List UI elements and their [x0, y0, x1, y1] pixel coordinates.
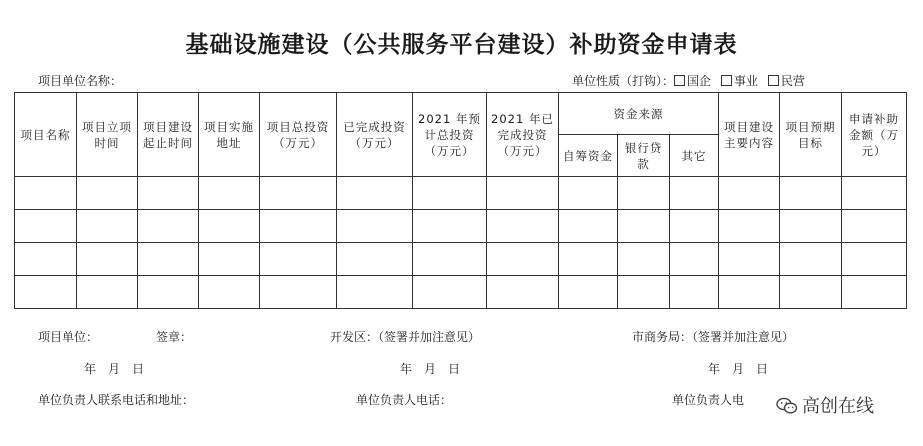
header-bank-loan: 银行贷款: [618, 135, 670, 177]
table-cell[interactable]: [138, 243, 199, 276]
table-cell[interactable]: [199, 177, 260, 210]
footer-phone-right: 单位负责人电: [672, 393, 745, 407]
table-cell[interactable]: [719, 210, 780, 243]
footer-date-left: 年 月 日: [84, 362, 145, 376]
footer-seal: 签章：: [156, 330, 193, 344]
option-private: 民营: [781, 74, 806, 88]
table-cell[interactable]: [780, 210, 842, 243]
table-cell[interactable]: [260, 276, 337, 309]
application-table: [14, 92, 907, 309]
table-cell[interactable]: [260, 243, 337, 276]
table-cell[interactable]: [670, 276, 719, 309]
table-cell[interactable]: [670, 210, 719, 243]
watermark-text: 高创在线: [802, 396, 874, 417]
table-cell[interactable]: [559, 210, 618, 243]
unit-nature: [572, 72, 805, 89]
header-completed-investment: 已完成投资（万元）: [337, 93, 413, 177]
table-cell[interactable]: [15, 243, 77, 276]
table-cell[interactable]: [199, 210, 260, 243]
table-cell[interactable]: [138, 210, 199, 243]
table-cell[interactable]: [15, 276, 77, 309]
header-main-content: 项目建设主要内容: [719, 93, 780, 177]
table-cell[interactable]: [487, 243, 559, 276]
table-cell[interactable]: [842, 243, 907, 276]
table-cell[interactable]: [780, 276, 842, 309]
header-subsidy-amount: 申请补助金额（万元）: [842, 93, 907, 177]
table-cell[interactable]: [77, 276, 138, 309]
table-cell[interactable]: [15, 210, 77, 243]
header-construction-period: 项目建设起止时间: [138, 93, 199, 177]
table-cell[interactable]: [413, 177, 487, 210]
header-approval-time: 项目立项时间: [77, 93, 138, 177]
table-cell[interactable]: [842, 177, 907, 210]
table-cell[interactable]: [670, 177, 719, 210]
unit-nature-label: 单位性质（打钩）：: [572, 74, 675, 88]
table-cell[interactable]: [487, 177, 559, 210]
footer-phone-mid: 单位负责人电话：: [356, 393, 453, 407]
header-fund-source: 资金来源: [559, 93, 719, 135]
table-row: [15, 276, 907, 309]
table-row: [15, 210, 907, 243]
header-2021-planned-investment: 2021 年预计总投资（万元）: [413, 93, 487, 177]
footer-commerce-bureau: 市商务局：（签署并加注意见）: [632, 330, 795, 344]
checkbox-private[interactable]: [768, 75, 779, 86]
footer-date-right: 年 月 日: [708, 362, 769, 376]
table-cell[interactable]: [138, 276, 199, 309]
footer-dev-zone: 开发区：（签署并加注意见）: [330, 330, 481, 344]
table-cell[interactable]: [199, 276, 260, 309]
table-cell[interactable]: [260, 210, 337, 243]
table-cell[interactable]: [77, 177, 138, 210]
table-cell[interactable]: [413, 276, 487, 309]
unit-name-label: 项目单位名称：: [38, 74, 123, 88]
table-cell[interactable]: [15, 177, 77, 210]
header-self-raised: 自筹资金: [559, 135, 618, 177]
table-cell[interactable]: [618, 210, 670, 243]
table-cell[interactable]: [618, 177, 670, 210]
table-cell[interactable]: [719, 276, 780, 309]
table-cell[interactable]: [559, 276, 618, 309]
table-cell[interactable]: [559, 177, 618, 210]
table-cell[interactable]: [780, 243, 842, 276]
table-cell[interactable]: [413, 210, 487, 243]
table-cell[interactable]: [487, 276, 559, 309]
watermark: [772, 390, 878, 420]
table-row: [15, 243, 907, 276]
table-cell[interactable]: [77, 243, 138, 276]
table-cell[interactable]: [337, 210, 413, 243]
table-cell[interactable]: [842, 276, 907, 309]
table-row: [15, 177, 907, 210]
table-cell[interactable]: [138, 177, 199, 210]
footer-project-unit: 项目单位：: [38, 330, 99, 344]
table-cell[interactable]: [618, 243, 670, 276]
header-project-name: 项目名称: [15, 93, 77, 177]
table-cell[interactable]: [618, 276, 670, 309]
header-2021-completed-investment: 2021 年已完成投资（万元）: [487, 93, 559, 177]
table-cell[interactable]: [337, 276, 413, 309]
wechat-icon: [776, 397, 798, 415]
footer-date-mid: 年 月 日: [400, 362, 461, 376]
table-cell[interactable]: [77, 210, 138, 243]
table-cell[interactable]: [199, 243, 260, 276]
table-cell[interactable]: [487, 210, 559, 243]
footer-contact-address: 单位负责人联系电话和地址：: [38, 393, 195, 407]
table-cell[interactable]: [413, 243, 487, 276]
table-cell[interactable]: [260, 177, 337, 210]
table-cell[interactable]: [719, 177, 780, 210]
table-cell[interactable]: [842, 210, 907, 243]
form-title: 基础设施建设（公共服务平台建设）补助资金申请表: [185, 31, 738, 58]
checkbox-public-institution[interactable]: [721, 75, 732, 86]
option-state-owned: 国企: [687, 74, 712, 88]
header-other: 其它: [670, 135, 719, 177]
header-total-investment: 项目总投资（万元）: [260, 93, 337, 177]
table-cell[interactable]: [337, 177, 413, 210]
table-cell[interactable]: [559, 243, 618, 276]
header-expected-goal: 项目预期目标: [780, 93, 842, 177]
checkbox-state-owned[interactable]: [674, 75, 685, 86]
table-cell[interactable]: [719, 243, 780, 276]
header-address: 项目实施地址: [199, 93, 260, 177]
table-cell[interactable]: [337, 243, 413, 276]
table-cell[interactable]: [780, 177, 842, 210]
table-cell[interactable]: [670, 243, 719, 276]
option-public-institution: 事业: [734, 74, 759, 88]
